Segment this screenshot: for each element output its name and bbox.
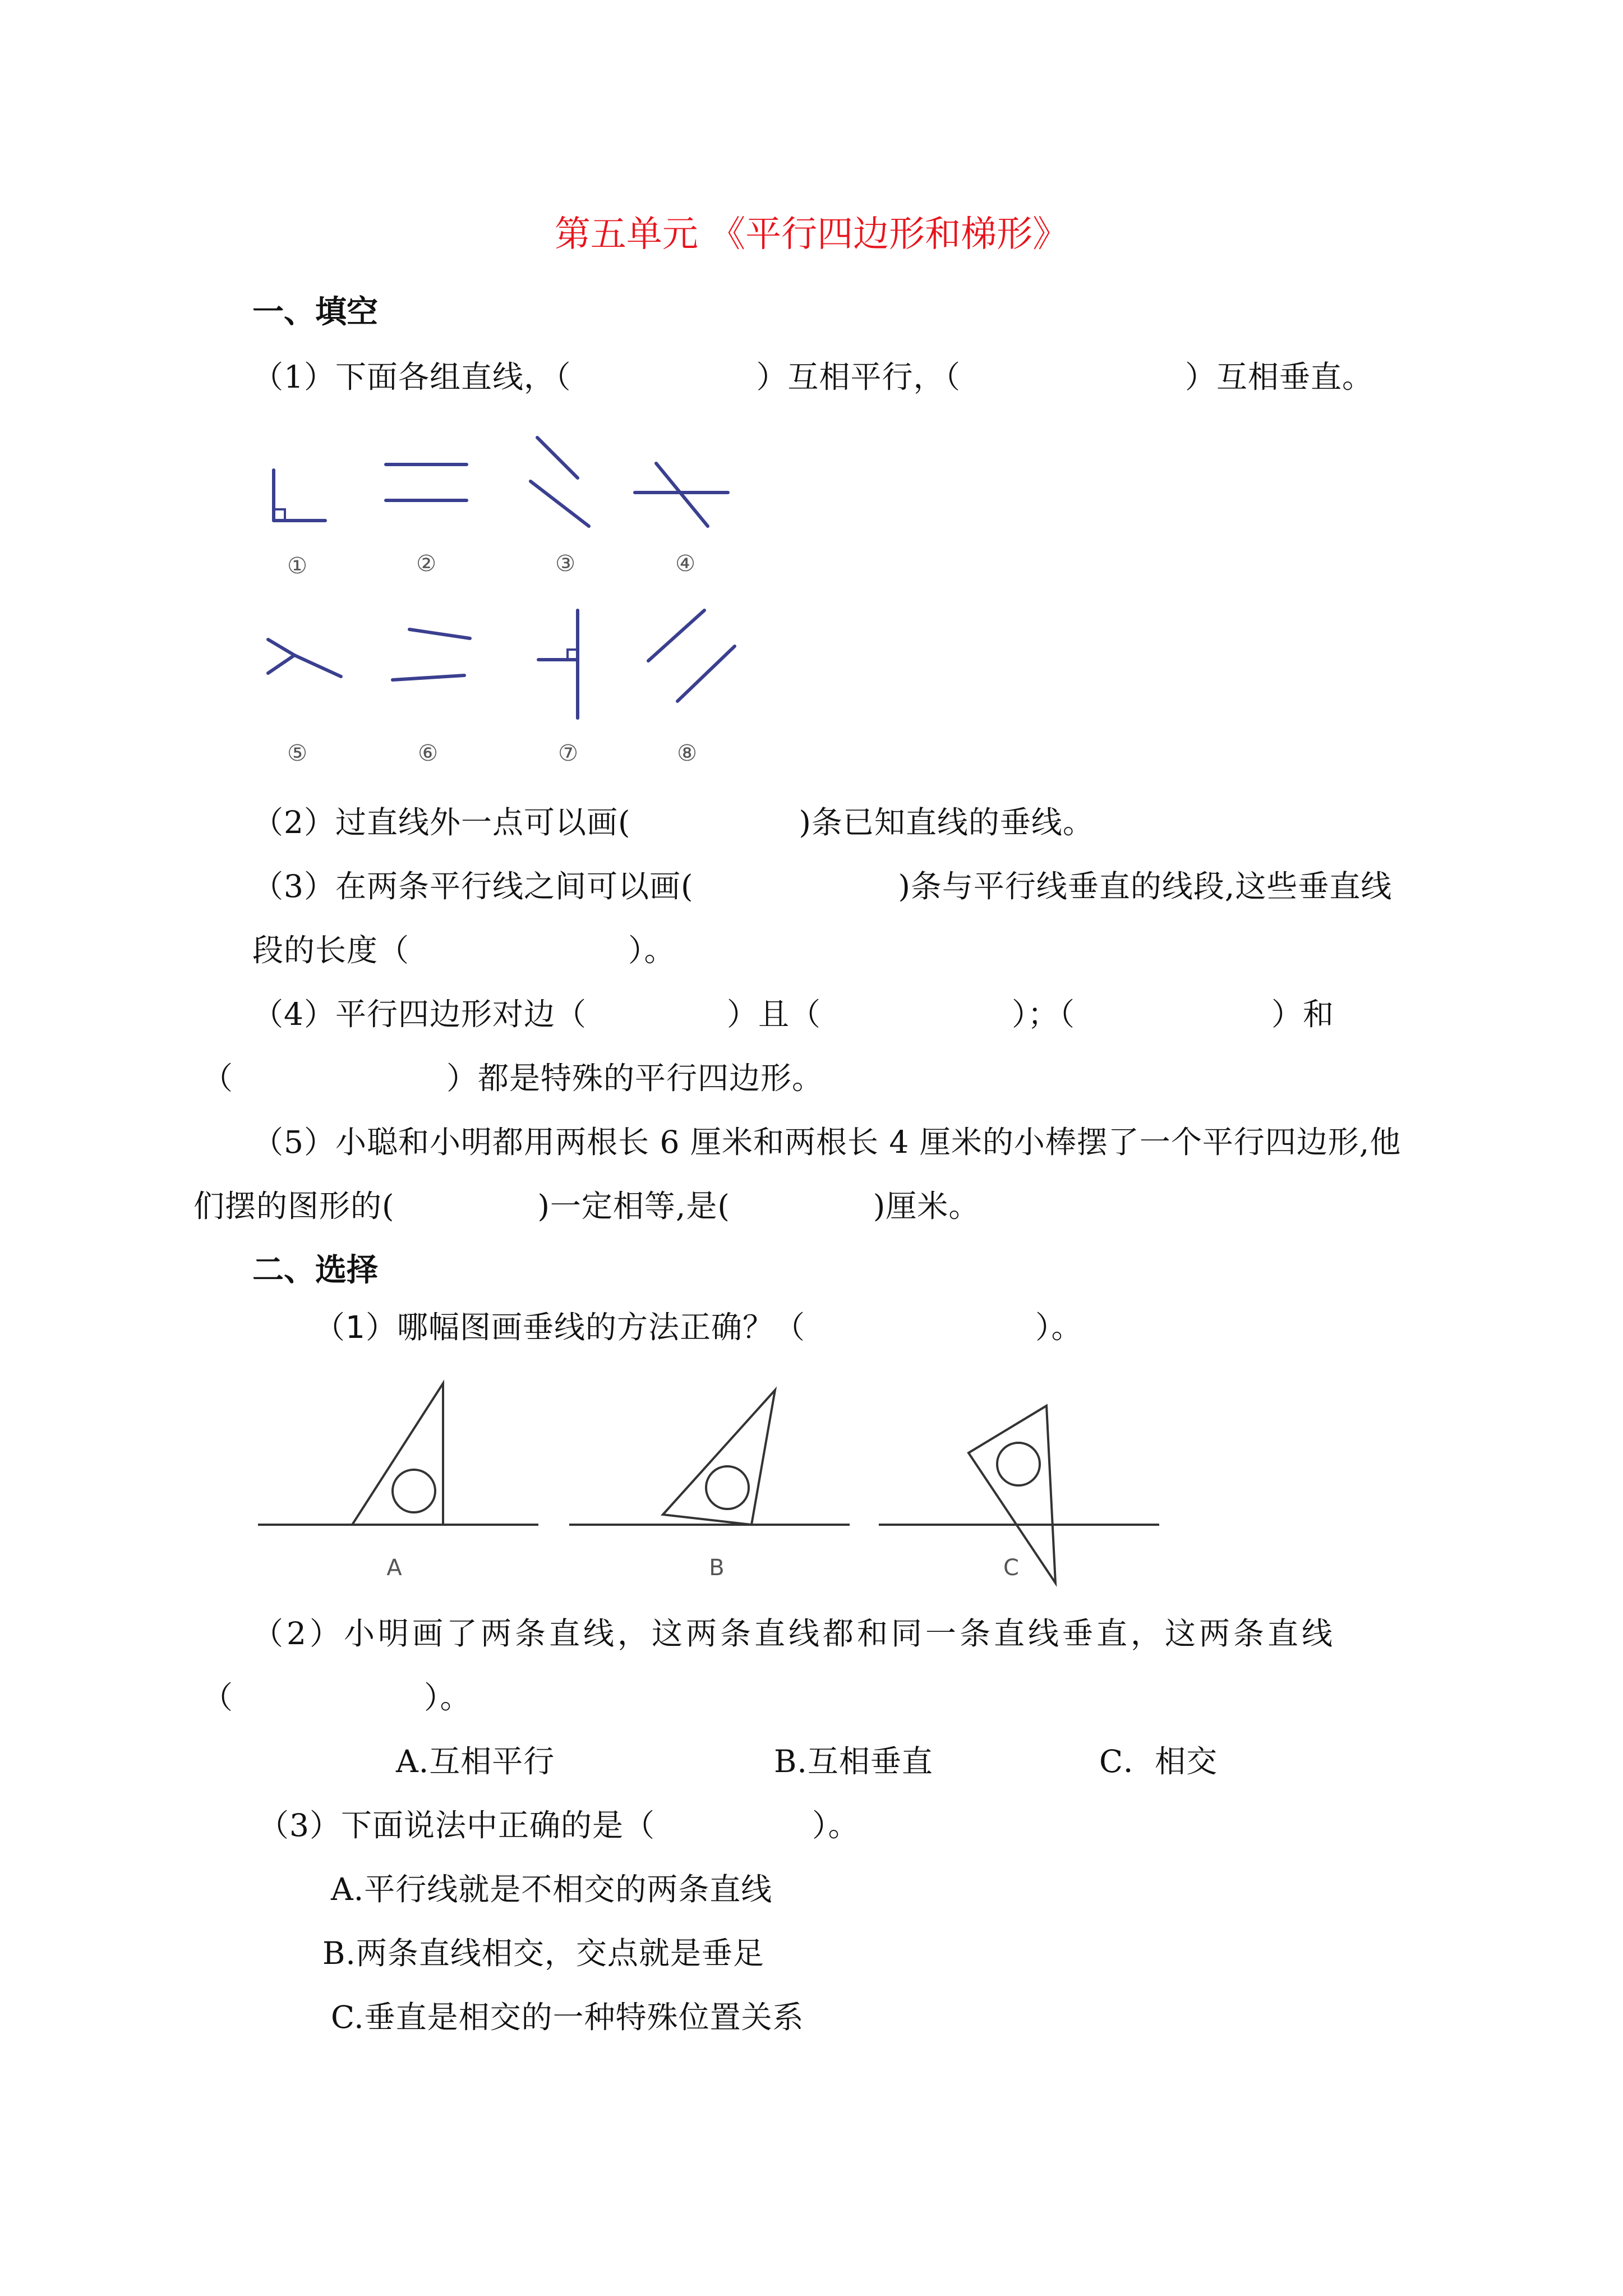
s2q1-text-after: ）。 — [1035, 1309, 1083, 1345]
diagram-label-4: ④ — [675, 551, 695, 577]
section-heading-choice: 二、选择 — [252, 1251, 378, 1289]
s2q3-option-c[interactable]: C.垂直是相交的一种特殊位置关系 — [331, 1999, 804, 2035]
q4-line2-b: ）都是特殊的平行四边形。 — [446, 1060, 824, 1096]
diagram-label-1: ① — [287, 553, 307, 579]
s2q3-option-b[interactable]: B.两条直线相交，交点就是垂足 — [322, 1935, 764, 1971]
s2q3-option-a[interactable]: A.平行线就是不相交的两条直线 — [331, 1871, 773, 1907]
q5-line2-b: )一定相等,是( — [537, 1188, 730, 1224]
s2q2-option-c[interactable]: C．相交 — [1099, 1743, 1218, 1779]
q4-text-d: ）和 — [1271, 996, 1335, 1032]
figure-b — [569, 1390, 850, 1525]
diagram-label-5: ⑤ — [287, 740, 307, 766]
q3-text-before: （3）在两条平行线之间可以画( — [252, 868, 694, 904]
diagram-label-8: ⑧ — [677, 740, 697, 766]
s2q2-line2-a: （ — [202, 1680, 234, 1715]
q4-text-a: （4）平行四边形对边（ — [252, 996, 587, 1032]
s2q3-text-after: ）。 — [812, 1807, 860, 1843]
question-2-2-line1: （2）小明画了两条直线，这两条直线都和同一条直线垂直，这两条直线 — [252, 1616, 1336, 1651]
figure-label-a: A — [386, 1555, 402, 1581]
q4-text-c: ）；（ — [1012, 996, 1076, 1032]
q3-line2-before: 段的长度（ — [252, 932, 410, 968]
q1-text-before: （1）下面各组直线，（ — [252, 359, 571, 395]
figure-label-c: C — [1003, 1555, 1019, 1581]
q3-text-after: )条与平行线垂直的线段,这些垂直线 — [898, 868, 1393, 904]
q2-text-after: )条已知直线的垂线。 — [799, 804, 1094, 840]
diagram-label-3: ③ — [555, 551, 575, 577]
question-1-5-line1: （5）小聪和小明都用两根长 6 厘米和两根长 4 厘米的小棒摆了一个平行四边形,他 — [252, 1124, 1401, 1160]
s2q2-option-a[interactable]: A.互相平行 — [396, 1743, 555, 1779]
question-2-2-line2 — [202, 1677, 472, 1718]
diagram-label-7: ⑦ — [558, 740, 578, 766]
section-heading-fill-blank: 一、填空 — [252, 293, 378, 330]
q2-text-before: （2）过直线外一点可以画( — [252, 804, 631, 840]
q5-line2-c: )厘米。 — [873, 1188, 980, 1224]
q1-text-mid: ）互相平行，（ — [756, 359, 961, 395]
s2q2-option-b[interactable]: B.互相垂直 — [774, 1743, 933, 1779]
s2q1-text-before: （1）哪幅图画垂线的方法正确？（ — [314, 1309, 805, 1345]
q1-text-after: ）互相垂直。 — [1185, 359, 1374, 395]
s2q2-line2-b: ）。 — [424, 1680, 472, 1715]
q4-line2-a: （ — [202, 1060, 234, 1096]
s2q2-answer-blank[interactable] — [233, 1677, 424, 1718]
q4-text-b: ）且（ — [727, 996, 822, 1032]
figure-c — [879, 1406, 1159, 1583]
question-2-3 — [258, 1805, 860, 1846]
diagram-label-2: ② — [416, 551, 436, 577]
diagram-label-6: ⑥ — [418, 740, 438, 766]
page-title: 第五单元 《平行四边形和梯形》 — [554, 214, 1069, 255]
q5-line2-a: 们摆的图形的( — [193, 1188, 395, 1224]
figure-a — [258, 1383, 538, 1525]
figure-label-b: B — [709, 1555, 725, 1581]
s2q3-answer-blank[interactable] — [655, 1805, 812, 1846]
q3-line2-after: ）。 — [628, 932, 676, 968]
s2q3-text-before: （3）下面说法中正确的是（ — [258, 1807, 655, 1843]
